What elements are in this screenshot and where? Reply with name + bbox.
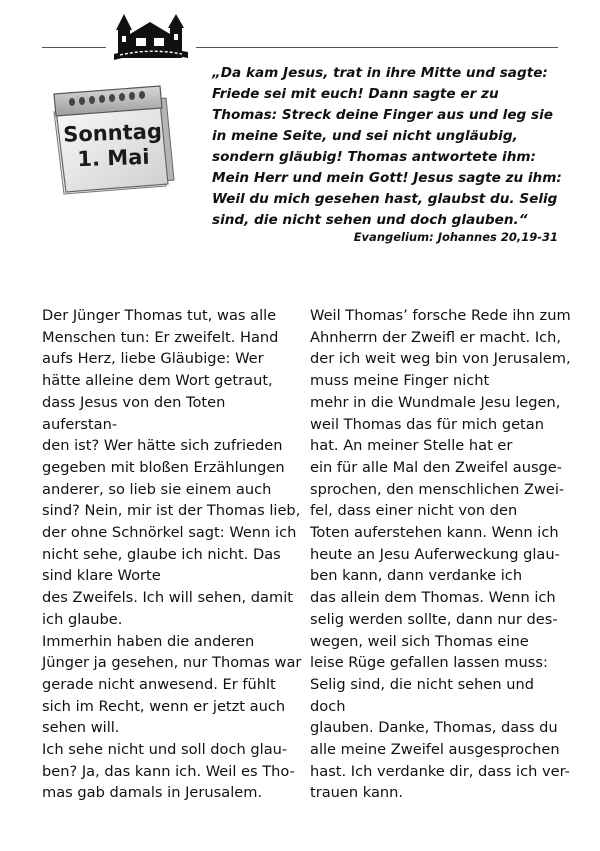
calendar-weekday: Sonntag [62, 119, 163, 147]
body-column-left: Der Jünger Thomas tut, was alle Menschen tun: Er zweifelt. Hand aufs Herz, liebe Gläubige: Wer hätte alleine dem Wort getraut, dass Jesus von den Toten auferstan- den ist? Wer hätte sich zufrieden gegeben mit bloßen Erzählungen anderer, so lieb sie einem auch sind? Nein, mir ist der Thomas lieb, der ohne Schnörkel sagt: Wenn ich nicht sehe, glaube ich nicht. Das sind klare Worte des Zweifels. Ich will sehen, damit ich glaube. Immerhin haben die anderen Jünger ja gesehen, nur Thomas war gerade nicht anwesend. Er fühlt sich im Recht, wenn er jetzt auch sehen will. Ich sehe nicht und soll doch glau- ben? Ja, das kann ich. Weil es Tho- mas gab damals in Jerusalem. [42, 307, 302, 802]
header-rule-left [42, 47, 106, 48]
gospel-quote: „Da kam Jesus, trat in ihre Mitte und sagte: Friede sei mit euch! Dann sagte er zu Thomas: Streck deine Finger aus und leg sie in meine Seite, und sei nicht ungläubig, sondern gläubig! Thomas antwortete ihm: Mein Herr und mein Gott! Jesus sagte zu ihm: Weil du mich gesehen hast, glaubst du. Selig sind, die nicht sehen und doch glauben.“ [212, 65, 562, 228]
church-logo [112, 14, 190, 60]
body-column-right: Weil Thomas’ forsche Rede ihn zum Ahnherrn der Zweifl er macht. Ich, der ich weit weg bin von Jerusalem, muss meine Finger nicht mehr in die Wundmale Jesu legen, weil Thomas das für mich getan hat. An meiner Stelle hat er ein für alle Mal den Zweifel ausge- sprochen, den menschlichen Zwei- fel, dass einer nicht von den Toten auferstehen kann. Wenn ich heute an Jesu Auferweckung glau- ben kann, dann verdanke ich das allein dem Thomas. Wenn ich selig werden sollte, dann nur des- wegen, weil sich Thomas eine leise Rüge gefallen lassen muss: Selig sind, die nicht sehen und doch glauben. Danke, Thomas, dass du alle meine Zweifel ausgesprochen hast. Ich verdanke dir, dass ich ver- trauen kann. [310, 307, 571, 802]
calendar-day: 1. Mai [76, 144, 150, 172]
calendar-date [59, 119, 167, 173]
gospel-source: Evangelium: Johannes 20,19-31 [353, 230, 558, 244]
header-rule-right [196, 47, 558, 48]
